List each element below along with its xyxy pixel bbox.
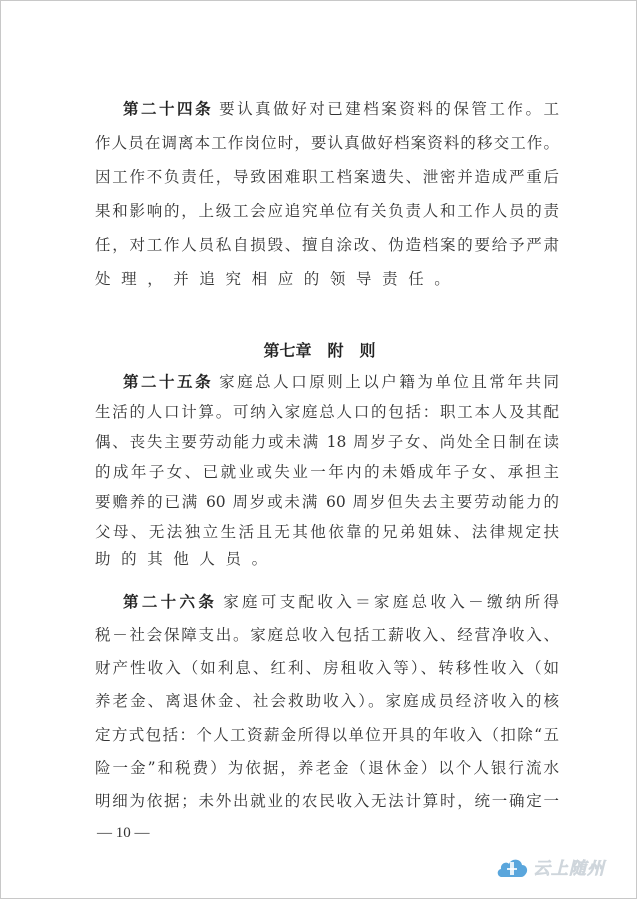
line-text: 家庭可支配收入＝家庭总收入－缴纳所得 xyxy=(223,593,559,611)
line-text: 要认真做好对已建档案资料的保管工作。工 xyxy=(219,100,559,118)
line-text: 险一金”和税费）为依据，养老金（退休金）以个人银行流水 xyxy=(95,759,559,777)
line-text: 要赡养的已满 60 周岁或未满 60 周岁但失去主要劳动能力的 xyxy=(95,493,559,511)
text-line xyxy=(95,269,559,289)
line-text: 家庭总人口原则上以户籍为单位且常年共同 xyxy=(219,373,559,391)
text-line xyxy=(95,725,559,745)
text-line xyxy=(123,372,559,392)
line-text: 的成年子女、已就业或失业一年内的未婚成年子女、承担主 xyxy=(95,463,559,481)
line-text: 明细为依据；未外出就业的农民收入无法计算时，统一确定一 xyxy=(95,792,559,810)
text-line xyxy=(95,522,559,542)
article-label: 第二十四条 xyxy=(123,99,214,118)
text-line xyxy=(95,625,559,645)
text-line xyxy=(123,99,559,119)
line-text: 定方式包括：个人工资薪金所得以单位开具的年收入（扣除“五 xyxy=(95,726,559,744)
text-line xyxy=(95,235,559,255)
line-text: 父母、无法独立生活且无其他依靠的兄弟姐妹、法律规定扶 xyxy=(95,523,559,541)
text-line xyxy=(123,592,559,612)
text-line xyxy=(95,432,559,452)
line-text: 生活的人口计算。可纳入家庭总人口的包括：职工本人及其配 xyxy=(95,403,559,421)
line-text: 处理，并追究相应的领导责任。 xyxy=(95,270,461,288)
text-line xyxy=(95,658,559,678)
text-line xyxy=(95,758,559,778)
line-text: 因工作不负责任，导致困难职工档案遗失、泄密并造成严重后 xyxy=(95,168,559,186)
text-line xyxy=(95,462,559,482)
line-text: 果和影响的，上级工会应追究单位有关负责人和工作人员的责 xyxy=(95,202,559,220)
line-text: 税－社会保障支出。家庭总收入包括工薪收入、经营净收入、 xyxy=(95,626,559,644)
text-line xyxy=(95,492,559,512)
article-label: 第二十六条 xyxy=(123,592,218,611)
text-line xyxy=(95,402,559,422)
chapter-heading: 第七章 附 则 xyxy=(263,341,376,360)
text-line xyxy=(95,691,559,711)
text-line xyxy=(95,201,559,221)
line-text: 偶、丧失主要劳动能力或未满 18 周岁子女、尚处全日制在读 xyxy=(95,433,559,451)
page-number: — 10 — xyxy=(97,825,150,841)
watermark-logo xyxy=(495,854,605,879)
line-text: 养老金、离退休金、社会救助收入）。家庭成员经济收入的核 xyxy=(95,692,559,710)
text-line xyxy=(95,791,559,811)
line-text: 作人员在调离本工作岗位时，要认真做好档案资料的移交工作。 xyxy=(95,134,559,152)
cloud-logo-icon xyxy=(495,855,529,879)
text-line xyxy=(95,549,559,569)
line-text: 助的其他人员。 xyxy=(95,550,278,568)
line-text: 财产性收入（如利息、红利、房租收入等）、转移性收入（如 xyxy=(95,659,559,677)
text-line xyxy=(95,167,559,187)
line-text: 任，对工作人员私自损毁、擅自涂改、伪造档案的要给予严肃 xyxy=(95,236,559,254)
text-line xyxy=(95,133,559,153)
watermark-text: 云上随州 xyxy=(533,859,605,879)
article-label: 第二十五条 xyxy=(123,372,214,391)
